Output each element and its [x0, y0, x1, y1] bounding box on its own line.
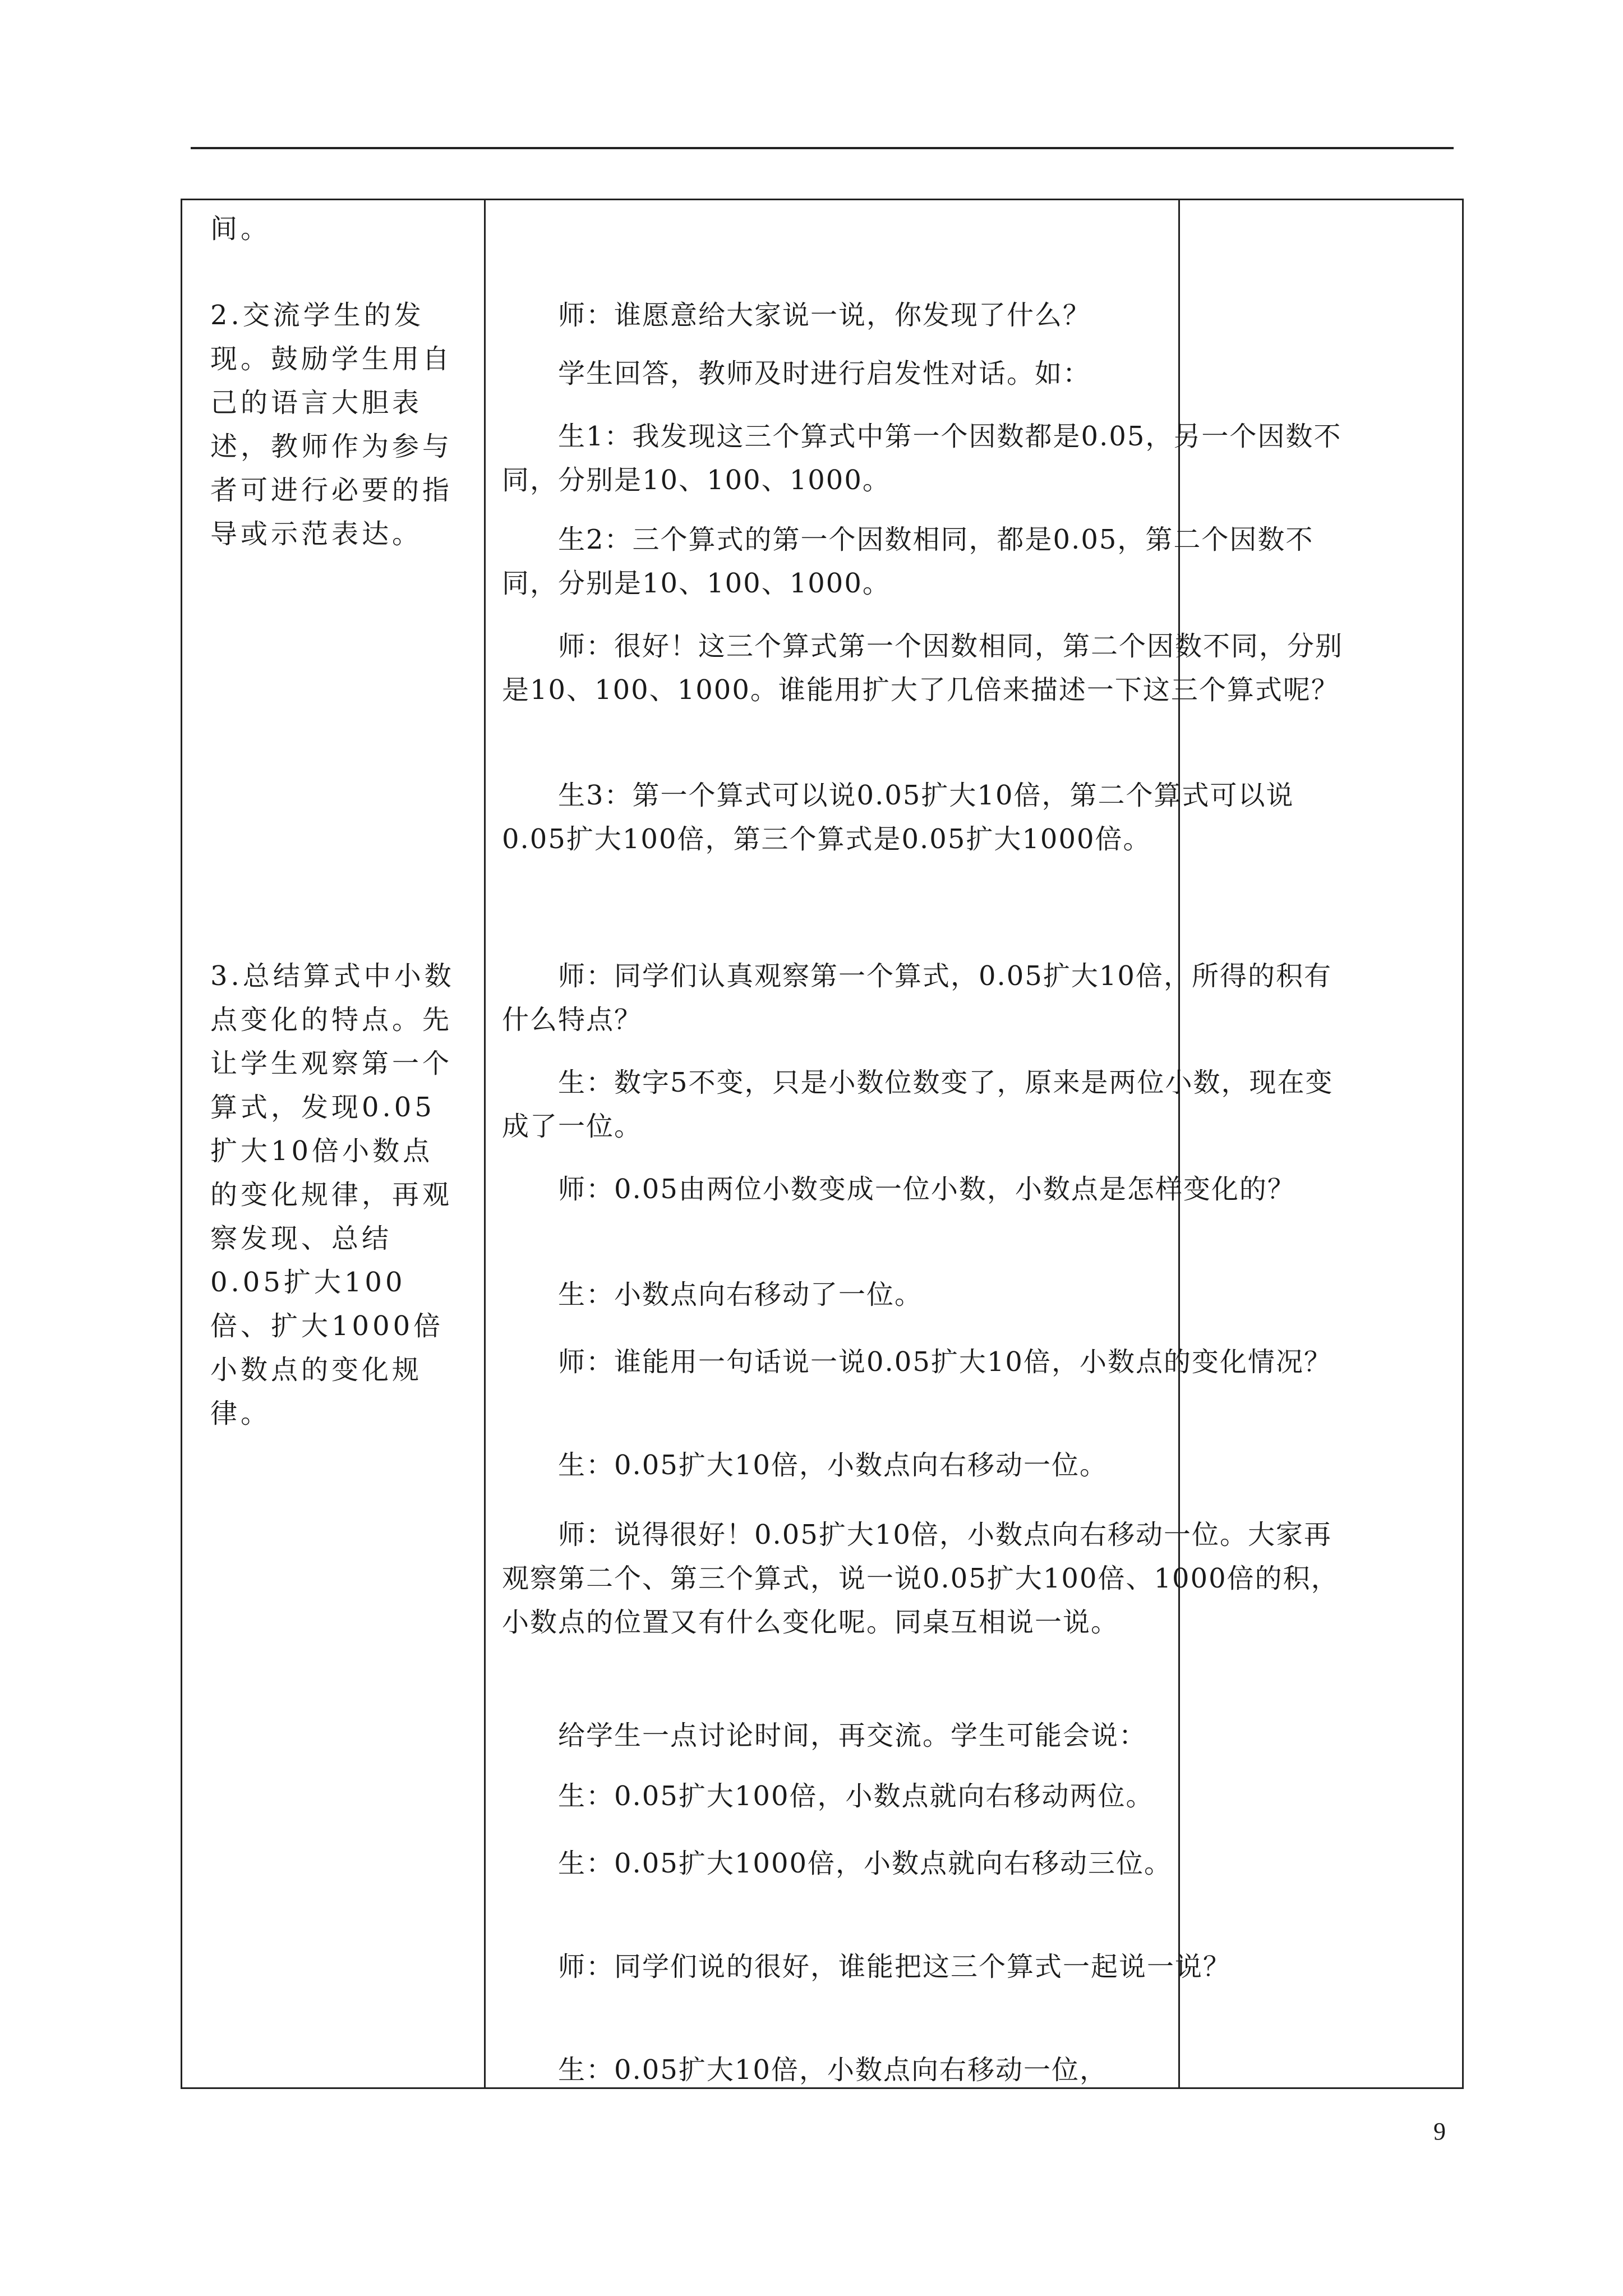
header-rule — [191, 147, 1454, 149]
column-divider-1 — [484, 200, 486, 2087]
dialogue-paragraph: 学生回答，教师及时进行启发性对话。如： — [558, 358, 1091, 389]
step-3-text: 3.总结算式中小数点变化的特点。先让学生观察第一个算式，发现0.05扩大10倍小数点的变化规律，再观察发现、总结0.05扩大100倍、扩大1000倍小数点的变化规律。 — [210, 960, 455, 1429]
dialogue-paragraph: 师：谁能用一句话说一说0.05扩大10倍，小数点的变化情况？ — [558, 1346, 1332, 1378]
dialogue-paragraph: 生2：三个算式的第一个因数相同，都是0.05，第二个因数不同，分别是10、100、1000。 — [502, 524, 1314, 599]
dialogue-paragraph: 生：小数点向右移动了一位。 — [558, 1279, 923, 1310]
dialogue-paragraph: 给学生一点讨论时间，再交流。学生可能会说： — [558, 1720, 1147, 1751]
step-continuation: 间。 — [210, 213, 271, 245]
dialogue-paragraph: 生3：第一个算式可以说0.05扩大10倍，第二个算式可以说0.05扩大100倍，第三个算式是0.05扩大1000倍。 — [502, 780, 1294, 855]
dialogue-paragraph: 师：同学们说的很好，谁能把这三个算式一起说一说？ — [558, 1951, 1232, 1982]
step-2-text: 2.交流学生的发现。鼓励学生用自己的语言大胆表述，教师作为参与者可进行必要的指导或示范表达。 — [210, 300, 453, 550]
dialogue-paragraph: 生：0.05扩大10倍，小数点向右移动一位。 — [558, 1450, 1108, 1481]
dialogue-paragraph: 生：0.05扩大1000倍，小数点就向右移动三位。 — [558, 1848, 1173, 1879]
lesson-plan-table — [181, 199, 1464, 2089]
dialogue-paragraph: 师：同学们认真观察第一个算式，0.05扩大10倍，所得的积有什么特点？ — [502, 960, 1332, 1036]
dialogue-paragraph: 师：很好！这三个算式第一个因数相同，第二个因数不同，分别是10、100、1000。谁能用扩大了几倍来描述一下这三个算式呢？ — [502, 631, 1344, 706]
dialogue-paragraph: 生：数字5不变，只是小数位数变了，原来是两位小数，现在变成了一位。 — [502, 1067, 1334, 1142]
dialogue-paragraph: 师：说得很好！0.05扩大10倍，小数点向右移动一位。大家再观察第二个、第三个算式，说一说0.05扩大100倍、1000倍的积，小数点的位置又有什么变化呢。同桌互相说一说。 — [502, 1519, 1339, 1638]
dialogue-paragraph: 生：0.05扩大100倍，小数点就向右移动两位。 — [558, 1780, 1154, 1812]
dialogue-paragraph: 生：0.05扩大10倍，小数点向右移动一位， — [558, 2054, 1108, 2086]
dialogue-paragraph: 师：0.05由两位小数变成一位小数，小数点是怎样变化的？ — [558, 1174, 1295, 1205]
dialogue-paragraph: 生1：我发现这三个算式中第一个因数都是0.05，另一个因数不同，分别是10、100、1000。 — [502, 421, 1342, 496]
dialogue-paragraph: 师：谁愿意给大家说一说，你发现了什么？ — [558, 300, 1091, 331]
page-number: 9 — [1433, 2118, 1446, 2145]
